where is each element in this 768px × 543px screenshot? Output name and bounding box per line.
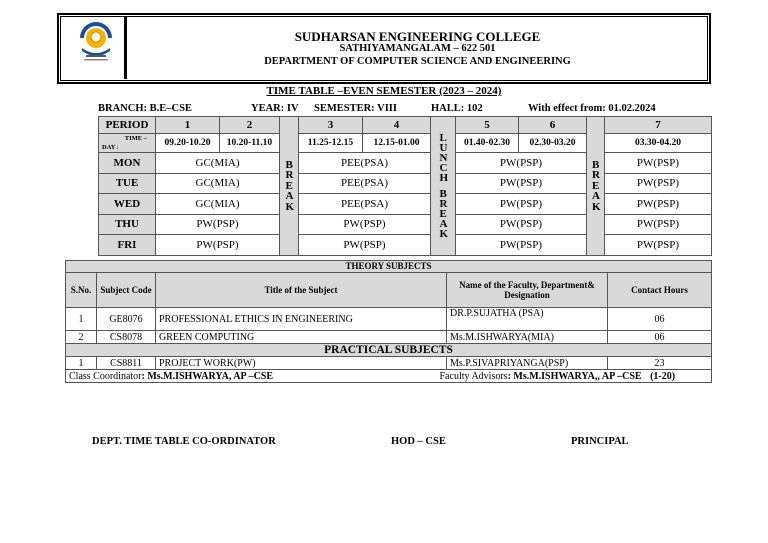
meta-effect-date: With effect from: 01.02.2024 (528, 103, 656, 114)
slot-p12: PW(PSP) (156, 214, 280, 235)
row-hours: 23 (608, 357, 712, 370)
period-6: 6 (519, 117, 587, 134)
period-7: 7 (605, 117, 712, 134)
time-label: TIME – (124, 135, 147, 142)
timetable-title: TIME TABLE –EVEN SEMESTER (2023 – 2024) (266, 85, 502, 97)
row-title: GREEN COMPUTING (156, 331, 447, 344)
period-5: 5 (456, 117, 519, 134)
slot-p7: PW(PSP) (605, 194, 712, 215)
college-logo-icon (74, 18, 118, 64)
coordinator-value: : Ms.M.ISHWARYA, AP –CSE (141, 370, 274, 382)
row-title: PROFESSIONAL ETHICS IN ENGINEERING (156, 308, 447, 331)
col-faculty: Name of the Faculty, Department& Designation (447, 273, 608, 308)
lunch-break-label: BREAK (439, 187, 449, 240)
advisors-value: : Ms.M.ISHWARYA,, AP –CSE (507, 370, 642, 382)
time-3: 11.25-12.15 (299, 134, 363, 153)
afternoon-break-label: BREAK (592, 158, 601, 213)
slot-p34: PEE(PSA) (299, 153, 431, 174)
slot-p12: GC(MIA) (156, 153, 280, 174)
period-3: 3 (299, 117, 363, 134)
day-label: DAY↓ (102, 144, 119, 151)
department-name: DEPARTMENT OF COMPUTER SCIENCE AND ENGINEERING (264, 56, 571, 67)
row-code: CS8811 (97, 357, 156, 370)
day-row (99, 173, 712, 194)
slot-p34: PW(PSP) (299, 214, 431, 235)
coordinator-label: Class Coordinator (69, 370, 142, 382)
meta-hall: HALL: 102 (431, 103, 483, 114)
theory-section-row (66, 261, 712, 273)
practical-section-row (66, 344, 712, 357)
theory-title: THEORY SUBJECTS (66, 261, 712, 273)
table-row (66, 308, 712, 331)
day-row (99, 153, 712, 174)
day-row (99, 214, 712, 235)
meta-semester: SEMESTER: VIII (314, 103, 397, 114)
morning-break-label: BREAK (285, 158, 295, 213)
row-hours: 06 (608, 308, 712, 331)
footer-coordinator: DEPT. TIME TABLE CO-ORDINATOR (92, 436, 276, 447)
day-name: MON (99, 153, 156, 174)
period-2: 2 (220, 117, 280, 134)
slot-p7: PW(PSP) (605, 235, 712, 256)
time-row (99, 134, 712, 153)
subjects-header-row (66, 273, 712, 308)
day-name: THU (99, 214, 156, 235)
footer-principal: PRINCIPAL (571, 436, 629, 447)
row-faculty: Ms.P.SIVAPRIYANGA(PSP) (447, 357, 608, 370)
slot-p7: PW(PSP) (605, 173, 712, 194)
col-title: Title of the Subject (156, 273, 447, 308)
day-row (99, 235, 712, 256)
faculty-advisors (439, 370, 712, 383)
slot-p7: PW(PSP) (605, 214, 712, 235)
row-faculty: DR.P.SUJATHA (PSA) (447, 308, 608, 331)
college-name: SUDHARSAN ENGINEERING COLLEGE (294, 29, 541, 44)
lunch-label: LUNCH (439, 131, 449, 184)
meta-year: YEAR: IV (251, 103, 299, 114)
period-1: 1 (156, 117, 220, 134)
advisors-label: Faculty Advisors (439, 370, 508, 382)
day-row (99, 194, 712, 215)
day-name: FRI (99, 235, 156, 256)
afternoon-break (587, 117, 605, 256)
meta-branch: BRANCH: B.E–CSE (98, 103, 192, 114)
slot-p34: PW(PSP) (299, 235, 431, 256)
row-title: PROJECT WORK(PW) (156, 357, 447, 370)
time-6: 02.30-03.20 (519, 134, 587, 153)
timetable-grid (98, 116, 712, 256)
table-row (66, 357, 712, 370)
time-5: 01.40-02.30 (456, 134, 519, 153)
subjects-table (65, 260, 712, 383)
row-faculty: Ms.M.ISHWARYA(MIA) (447, 331, 608, 344)
period-4: 4 (363, 117, 431, 134)
lunch-break (431, 117, 456, 256)
footer-hod: HOD – CSE (391, 436, 446, 447)
time-7: 03.30-04.20 (605, 134, 712, 153)
practical-title: PRACTICAL SUBJECTS (66, 344, 712, 357)
col-hours: Contact Hours (608, 273, 712, 308)
table-row (66, 331, 712, 344)
slot-p56: PW(PSP) (456, 194, 587, 215)
advisors-range: (1-20) (650, 370, 676, 382)
slot-p7: PW(PSP) (605, 153, 712, 174)
col-code: Subject Code (97, 273, 156, 308)
time-4: 12.15-01.00 (363, 134, 431, 153)
row-sno: 2 (66, 331, 97, 344)
college-location: SATHIYAMANGALAM – 622 501 (339, 43, 496, 54)
slot-p56: PW(PSP) (456, 173, 587, 194)
coordinator-row (66, 370, 712, 383)
time-1: 09.20-10.20 (156, 134, 220, 153)
col-sno: S.No. (66, 273, 97, 308)
period-label: PERIOD (99, 117, 156, 134)
slot-p56: PW(PSP) (456, 153, 587, 174)
morning-break (280, 117, 299, 256)
slot-p34: PEE(PSA) (299, 173, 431, 194)
slot-p34: PEE(PSA) (299, 194, 431, 215)
slot-p56: PW(PSP) (456, 235, 587, 256)
row-hours: 06 (608, 331, 712, 344)
period-row (99, 117, 712, 134)
slot-p12: GC(MIA) (156, 194, 280, 215)
slot-p56: PW(PSP) (456, 214, 587, 235)
row-sno: 1 (66, 308, 97, 331)
slot-p12: PW(PSP) (156, 235, 280, 256)
row-code: GE8076 (97, 308, 156, 331)
row-sno: 1 (66, 357, 97, 370)
day-name: WED (99, 194, 156, 215)
day-name: TUE (99, 173, 156, 194)
slot-p12: GC(MIA) (156, 173, 280, 194)
time-day-cell (99, 134, 156, 153)
time-2: 10.20-11.10 (220, 134, 280, 153)
class-coordinator (66, 370, 447, 383)
row-code: CS8078 (97, 331, 156, 344)
